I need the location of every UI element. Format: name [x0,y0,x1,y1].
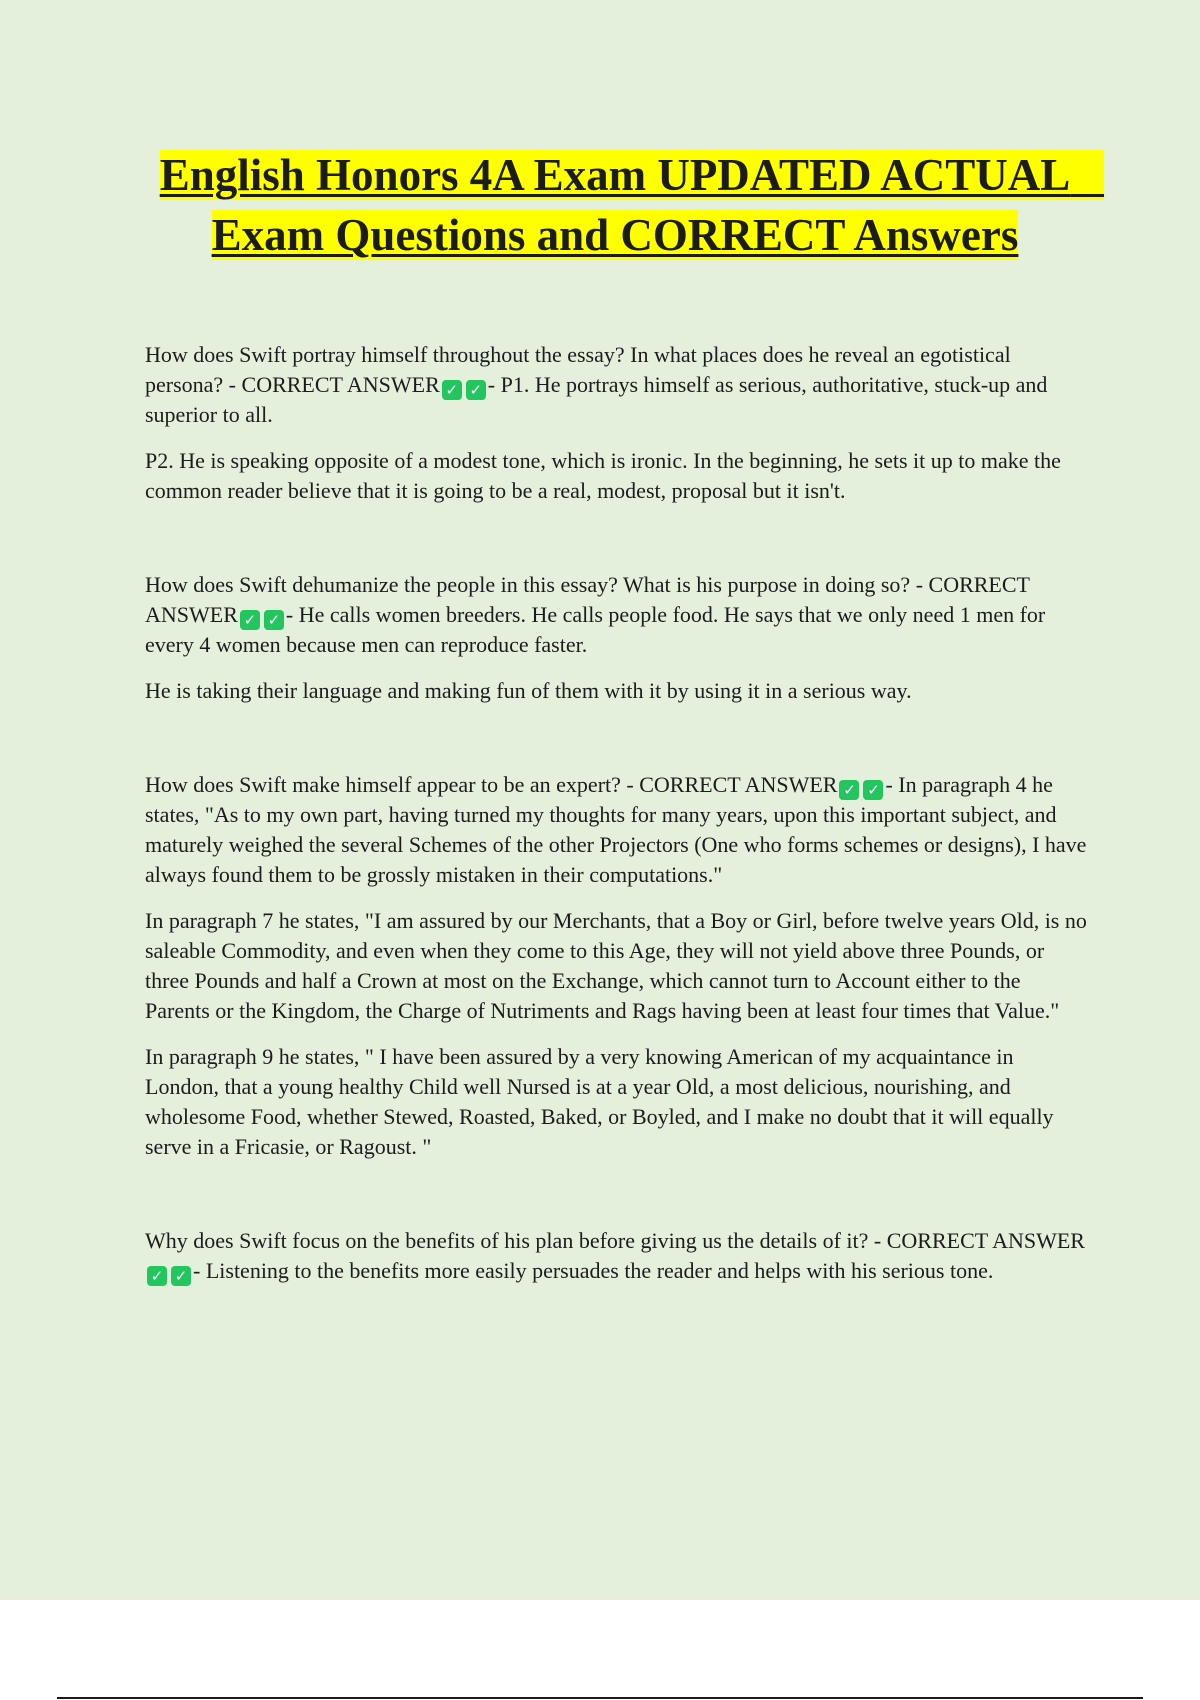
question-text: How does Swift make himself appear to be an expert? - [145,772,640,797]
answer-paragraph: He is taking their language and making fun of them with it by using it in a serious way. [145,678,912,703]
question-text: Why does Swift focus on the benefits of his plan before giving us the details of it? - [145,1228,887,1253]
checkmark-icon: ✓ [839,780,859,800]
checkmark-icon: ✓ [147,1266,167,1286]
checkmark-icon: ✓ [442,380,462,400]
answer-marker: CORRECT ANSWER [886,1228,1085,1253]
answer-paragraph: P2. He is speaking opposite of a modest tone, which is ironic. In the beginning, he sets it up to make the common reader believe that it is going to be a real, modest, proposal but it isn't. [145,448,1061,503]
checkmark-icon: ✓ [264,610,284,630]
checkmark-icon: ✓ [863,780,883,800]
qa-item-4 [145,1226,1090,1286]
document-title-text: English Honors 4A Exam UPDATED ACTUAL Exam Questions and CORRECT Answers [159,150,1105,260]
answer-marker: CORRECT ANSWER [145,572,1030,627]
answer-marker: CORRECT ANSWER [241,372,440,397]
answer-paragraph: In paragraph 7 he states, "I am assured by our Merchants, that a Boy or Girl, before twelve years Old, is no saleable Commodity, and even when they come to this Age, they will not yield above three Pounds, or three Pounds and half a Crown at most on the Exchange, which cannot turn to Account either to the Parents or the Kingdom, the Charge of Nutriments and Rags having been at least four times that Value." [145,908,1087,1023]
checkmark-icon: ✓ [240,610,260,630]
qa-item-2 [145,570,1090,706]
qa-question-answer [145,570,1090,660]
qa-question-answer [145,1226,1090,1286]
checkmark-icon: ✓ [171,1266,191,1286]
document-title [145,145,1105,265]
qa-list [145,340,1090,1350]
question-text: How does Swift portray himself throughout the essay? In what places does he reveal an egotistical persona? - [145,342,1011,397]
qa-question-answer [145,340,1090,430]
question-text: How does Swift dehumanize the people in this essay? What is his purpose in doing so? - [145,572,929,597]
answer-text: - Listening to the benefits more easily persuades the reader and helps with his serious tone. [193,1258,994,1283]
answer-marker: CORRECT ANSWER [639,772,838,797]
qa-item-1 [145,340,1090,506]
footer-divider [57,1697,1143,1699]
answer-text: - In paragraph 4 he states, "As to my own part, having turned my thoughts for many years, upon this important subject, and maturely weighed the several Schemes of the other Projectors (One who forms schemes or designs), I have always found them to be grossly mistaken in their computations." [145,772,1087,887]
qa-question-answer [145,770,1090,890]
qa-item-3 [145,770,1090,1162]
answer-text: - He calls women breeders. He calls people food. He says that we only need 1 men for every 4 women because men can reproduce faster. [145,602,1046,657]
checkmark-icon: ✓ [466,380,486,400]
answer-paragraph: In paragraph 9 he states, " I have been assured by a very knowing American of my acquaintance in London, that a young healthy Child well Nursed is at a year Old, a most delicious, nourishing, and wholesome Food, whether Stewed, Roasted, Baked, or Boyled, and I make no doubt that it will equally serve in a Fricasie, or Ragoust. " [145,1044,1054,1159]
answer-text: - P1. He portrays himself as serious, authoritative, stuck-up and superior to all. [145,372,1048,427]
